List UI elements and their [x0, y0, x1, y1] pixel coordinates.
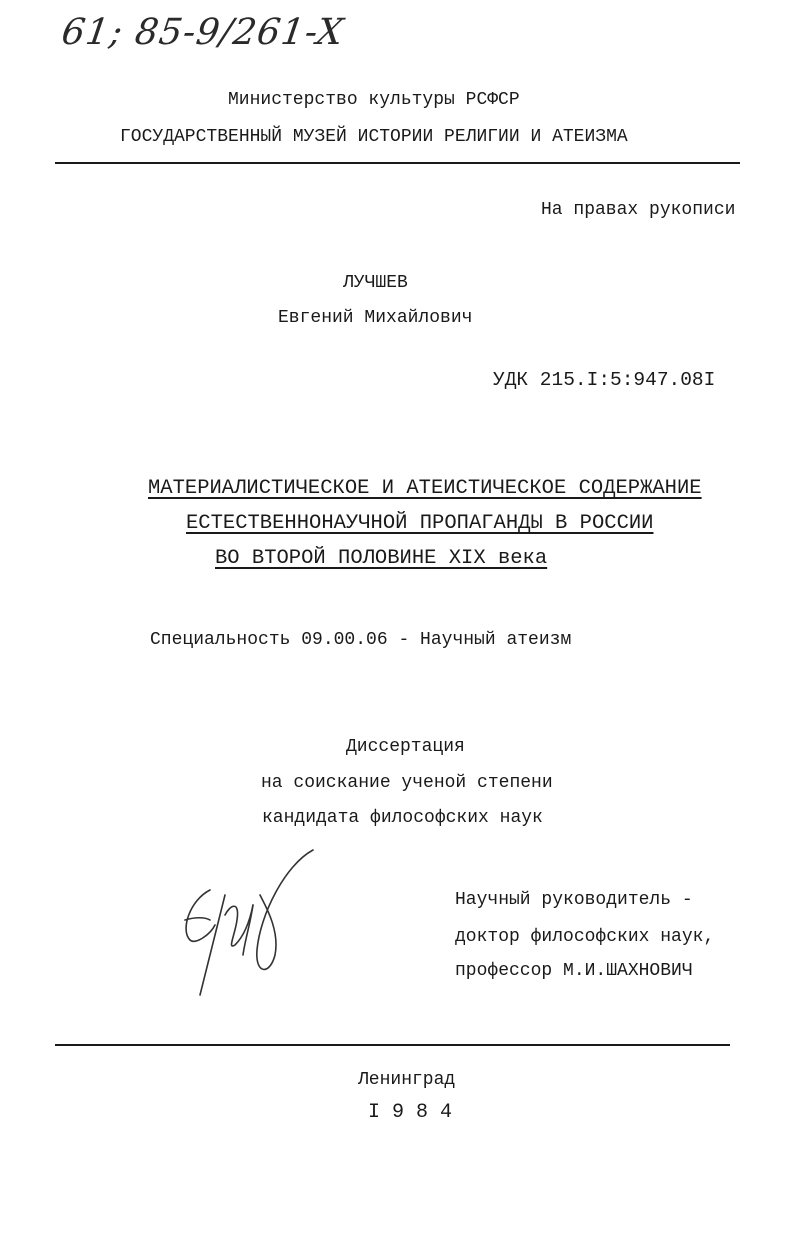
manuscript-rights-note: На правах рукописи: [541, 200, 736, 220]
handwritten-archive-note: 61; 85-9/261-X: [59, 12, 347, 53]
thesis-title-line-2: ЕСТЕСТВЕННОНАУЧНОЙ ПРОПАГАНДЫ В РОССИИ: [186, 512, 654, 535]
degree-line-3: кандидата философских наук: [262, 808, 543, 828]
udc-code: УДК 215.I:5:947.08I: [493, 369, 716, 391]
institution-name: ГОСУДАРСТВЕННЫЙ МУЗЕЙ ИСТОРИИ РЕЛИГИИ И АТЕИЗМА: [120, 127, 628, 147]
city: Ленинград: [358, 1070, 456, 1090]
author-given-names: Евгений Михайлович: [278, 308, 473, 328]
ministry-name: Министерство культуры РСФСР: [228, 90, 520, 110]
author-surname: ЛУЧШЕВ: [343, 273, 408, 293]
supervisor-line-2: доктор философских наук,: [455, 927, 715, 947]
footer-divider: [55, 1044, 730, 1046]
degree-line-2: на соискание ученой степени: [261, 773, 553, 793]
header-divider: [55, 162, 740, 164]
supervisor-line-3: профессор М.И.ШАХНОВИЧ: [455, 961, 693, 981]
specialty: Специальность 09.00.06 - Научный атеизм: [150, 630, 572, 650]
thesis-title-line-1: МАТЕРИАЛИСТИЧЕСКОЕ И АТЕИСТИЧЕСКОЕ СОДЕРЖАНИЕ: [148, 477, 702, 500]
year: I 9 8 4: [368, 1101, 453, 1124]
thesis-title-line-3: ВО ВТОРОЙ ПОЛОВИНЕ XIX века: [215, 547, 548, 570]
supervisor-line-1: Научный руководитель -: [455, 890, 693, 910]
degree-line-1: Диссертация: [346, 737, 465, 757]
author-signature: [165, 845, 325, 1005]
